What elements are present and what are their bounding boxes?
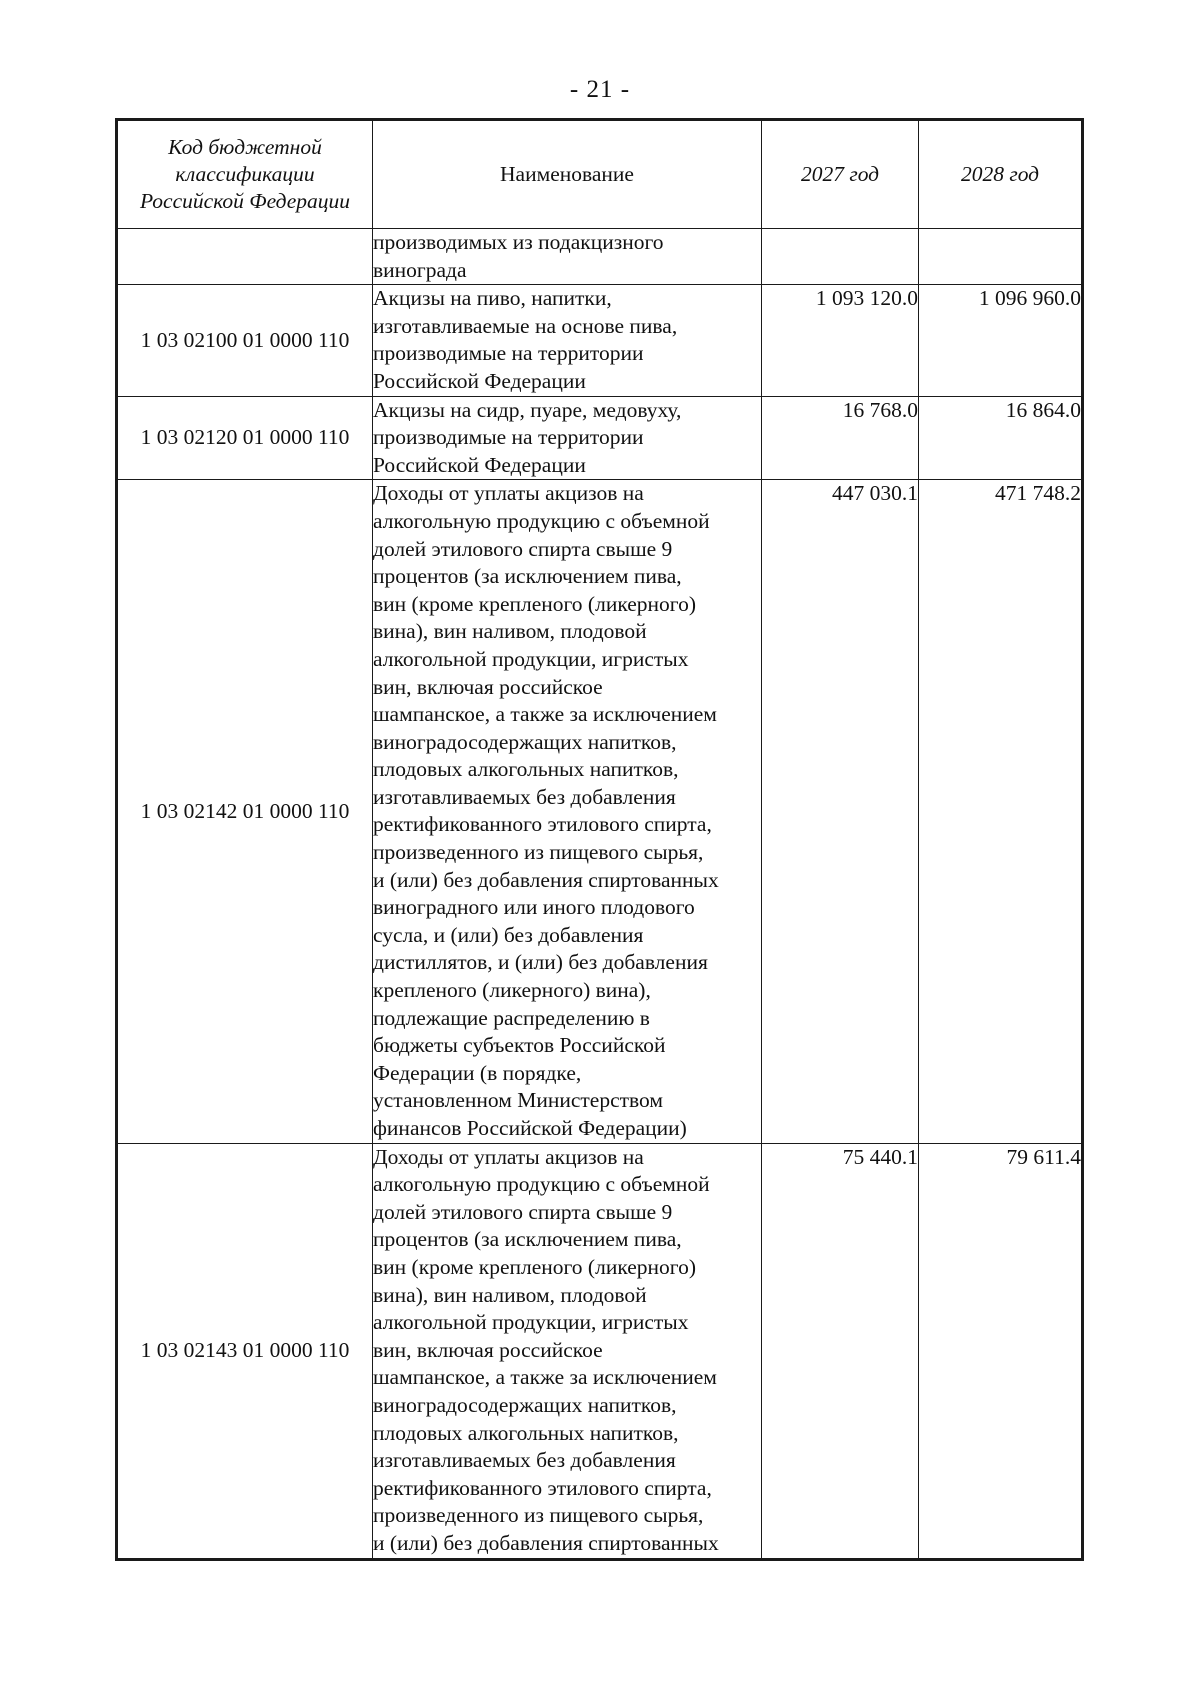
- name-line: процентов (за исключением пива,: [373, 1227, 682, 1252]
- name-line: Российской Федерации: [373, 452, 586, 477]
- name-line: изготавливаемые на основе пива,: [373, 313, 678, 338]
- name-line: произведенного из пищевого сырья,: [373, 840, 704, 865]
- table-header: [117, 120, 1083, 229]
- name-line: Доходы от уплаты акцизов на: [373, 481, 644, 506]
- name-cell: [373, 480, 762, 1143]
- name-line: производимые на территории: [373, 341, 644, 366]
- name-line: и (или) без добавления спиртованных: [373, 1530, 719, 1555]
- name-line: виноградосодержащих напитков,: [373, 729, 677, 754]
- name-line: алкогольную продукцию с объемной: [373, 508, 710, 533]
- budget-code-cell: 1 03 02142 01 0000 110: [117, 480, 373, 1143]
- name-line: бюджеты субъектов Российской: [373, 1033, 666, 1058]
- table-row: [117, 285, 1083, 396]
- name-cell: [373, 229, 762, 285]
- table-row: [117, 1143, 1083, 1559]
- name-line: вин (кроме крепленого (ликерного): [373, 1254, 696, 1279]
- header-code-line: Код бюджетной: [168, 135, 322, 159]
- name-line: изготавливаемых без добавления: [373, 784, 676, 809]
- header-name-column: Наименование: [373, 120, 762, 229]
- value-2028-cell: 471 748.2: [919, 480, 1083, 1143]
- name-line: финансов Российской Федерации): [373, 1116, 687, 1140]
- name-line: Российской Федерации: [373, 368, 586, 393]
- name-line: Акцизы на сидр, пуаре, медовуху,: [373, 397, 682, 422]
- table-row: [117, 480, 1083, 1143]
- name-line: вина), вин наливом, плодовой: [373, 619, 647, 644]
- name-line: плодовых алкогольных напитков,: [373, 1420, 679, 1445]
- name-line: Доходы от уплаты акцизов на: [373, 1144, 644, 1169]
- name-line: Федерации (в порядке,: [373, 1060, 582, 1085]
- value-2028-cell: 79 611.4: [919, 1143, 1083, 1559]
- value-2027-cell: 16 768.0: [762, 396, 919, 480]
- table-row: [117, 396, 1083, 480]
- name-line: Акцизы на пиво, напитки,: [373, 286, 612, 311]
- name-line: шампанское, а также за исключением: [373, 702, 717, 727]
- name-cell: [373, 396, 762, 480]
- budget-code-cell: 1 03 02120 01 0000 110: [117, 396, 373, 480]
- name-line: алкогольной продукции, игристых: [373, 1310, 689, 1335]
- name-line: установленном Министерством: [373, 1088, 663, 1113]
- name-line: дистиллятов, и (или) без добавления: [373, 950, 708, 975]
- name-line: производимые на территории: [373, 425, 644, 450]
- header-year-2027: 2027 год: [762, 120, 919, 229]
- name-line: виноградного или иного плодового: [373, 895, 695, 920]
- budget-code-cell: [117, 229, 373, 285]
- table-body: [117, 229, 1083, 1560]
- value-2027-cell: 75 440.1: [762, 1143, 919, 1559]
- value-2028-cell: 16 864.0: [919, 396, 1083, 480]
- budget-code-cell: 1 03 02100 01 0000 110: [117, 285, 373, 396]
- name-line: вин (кроме крепленого (ликерного): [373, 591, 696, 616]
- value-2028-cell: [919, 229, 1083, 285]
- value-2027-cell: 1 093 120.0: [762, 285, 919, 396]
- name-line: произведенного из пищевого сырья,: [373, 1503, 704, 1528]
- name-cell: [373, 285, 762, 396]
- name-line: вин, включая российское: [373, 1337, 603, 1362]
- name-line: алкогольную продукцию с объемной: [373, 1172, 710, 1197]
- name-line: виноградосодержащих напитков,: [373, 1392, 677, 1417]
- value-2028-cell: 1 096 960.0: [919, 285, 1083, 396]
- name-line: крепленого (ликерного) вина),: [373, 978, 651, 1003]
- name-line: производимых из подакцизного: [373, 230, 664, 254]
- value-2027-cell: [762, 229, 919, 285]
- name-line: изготавливаемых без добавления: [373, 1448, 676, 1473]
- header-row: [117, 120, 1083, 229]
- name-line: ректификованного этилового спирта,: [373, 812, 712, 837]
- value-2027-cell: 447 030.1: [762, 480, 919, 1143]
- name-line: процентов (за исключением пива,: [373, 564, 682, 589]
- name-cell: [373, 1143, 762, 1559]
- name-line: вин, включая российское: [373, 674, 603, 699]
- name-line: и (или) без добавления спиртованных: [373, 867, 719, 892]
- table-row: [117, 229, 1083, 285]
- header-code-column: [117, 120, 373, 229]
- name-line: долей этилового спирта свыше 9: [373, 536, 673, 561]
- header-year-2028: 2028 год: [919, 120, 1083, 229]
- name-line: винограда: [373, 257, 467, 282]
- page-number: - 21 -: [569, 76, 631, 103]
- name-line: долей этилового спирта свыше 9: [373, 1199, 673, 1224]
- name-line: вина), вин наливом, плодовой: [373, 1282, 647, 1307]
- name-line: алкогольной продукции, игристых: [373, 646, 689, 671]
- header-code-line: Российской Федерации: [139, 189, 351, 213]
- name-line: ректификованного этилового спирта,: [373, 1475, 712, 1500]
- name-line: плодовых алкогольных напитков,: [373, 757, 679, 782]
- name-line: подлежащие распределению в: [373, 1005, 650, 1030]
- budget-table: [115, 118, 1084, 1561]
- budget-code-cell: 1 03 02143 01 0000 110: [117, 1143, 373, 1559]
- name-line: сусла, и (или) без добавления: [373, 922, 644, 947]
- name-line: шампанское, а также за исключением: [373, 1365, 717, 1390]
- header-code-line: классификации: [175, 162, 315, 186]
